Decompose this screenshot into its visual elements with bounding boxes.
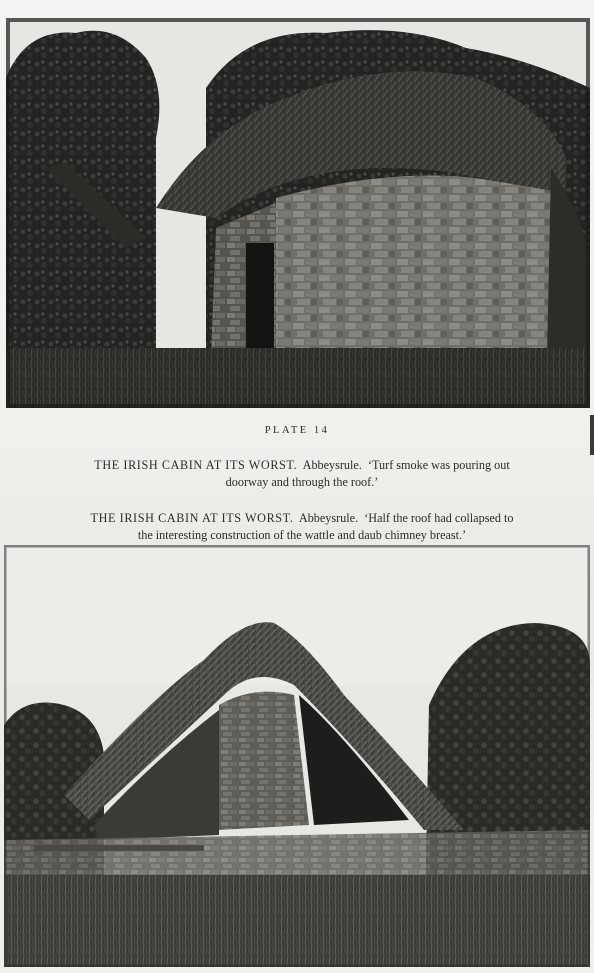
top-cabin-photo-drawing xyxy=(6,18,590,408)
caption-top-quote-start: ‘Turf smoke was pouring out xyxy=(367,458,510,472)
page-edge-mark xyxy=(590,415,594,455)
caption-bottom-line-2: the interesting construction of the wattle and daub chimney breast.’ xyxy=(137,528,467,542)
bottom-cabin-photo-drawing xyxy=(4,545,590,967)
caption-top-line-2: doorway and through the roof.’ xyxy=(225,475,379,489)
caption-top-line-1 xyxy=(10,457,594,474)
bottom-cabin-photo xyxy=(4,545,590,967)
top-cabin-photo xyxy=(6,18,590,408)
caption-bottom-line-1 xyxy=(10,510,594,527)
caption-top-photo xyxy=(10,457,594,491)
plate-number: PLATE 14 xyxy=(264,425,330,436)
caption-bottom-title: THE IRISH CABIN AT ITS WORST. xyxy=(90,511,294,525)
caption-bottom-photo xyxy=(10,510,594,544)
caption-bottom-quote-start: ‘Half the roof had collapsed to xyxy=(364,511,514,525)
caption-top-place: Abbeysrule. xyxy=(302,458,362,472)
caption-top-title: THE IRISH CABIN AT ITS WORST. xyxy=(94,458,298,472)
caption-bottom-place: Abbeysrule. xyxy=(298,511,359,525)
